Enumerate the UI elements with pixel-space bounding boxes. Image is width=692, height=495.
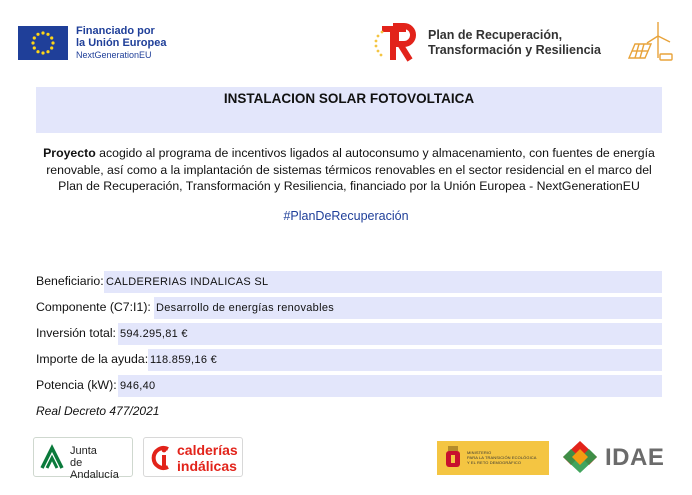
idae-text: IDAE	[605, 444, 665, 471]
eu-logo-line1: Financiado por	[76, 25, 155, 37]
junta-line1: Junta	[70, 445, 97, 457]
junta-andalucia-logo	[33, 437, 133, 481]
eu-logo-line2: la Unión Europea	[76, 37, 167, 49]
field-value: Desarrollo de energías renovables	[154, 297, 662, 319]
field-label: Importe de la ayuda:	[36, 352, 149, 366]
decree-reference: Real Decreto 477/2021	[36, 404, 160, 418]
plan-logo-line1: Plan de Recuperación,	[428, 28, 563, 42]
field-value: 118.859,16 €	[148, 349, 662, 371]
field-value: CALDERERIAS INDALICAS SL	[104, 271, 662, 293]
junta-line2: de Andalucía	[70, 457, 119, 481]
page-title: INSTALACION SOLAR FOTOVOLTAICA	[223, 91, 475, 106]
field-label: Inversión total:	[36, 326, 116, 340]
project-description	[36, 145, 662, 195]
ministry-line2: PARA LA TRANSICIÓN ECOLÓGICA	[467, 455, 537, 460]
calderias-mark-icon	[148, 443, 174, 473]
field-value: 594.295,81 €	[118, 323, 662, 345]
description-line1: acogido al programa de incentivos ligados al autoconsumo y almacenamiento, con fuentes de energía	[95, 146, 655, 160]
field-value: 946,40	[118, 375, 662, 397]
description-line3: Plan de Recuperación, Transformación y Resiliencia, financiado por la Unión Europea - NextGenerationEU	[58, 179, 640, 193]
title-banner	[36, 87, 662, 133]
eu-funding-logo	[18, 25, 166, 61]
idae-logo	[561, 437, 679, 477]
description-lead: Proyecto	[43, 146, 96, 160]
spain-coat-of-arms-icon	[443, 445, 463, 471]
calderias-line2: indálicas	[177, 458, 237, 474]
ministry-line3: Y EL RETO DEMOGRÁFICO	[467, 460, 522, 465]
description-line2: renovable, así como a la implantación de sistemas térmicos renovables en el sector residencial en el marco del	[46, 162, 652, 177]
eu-flag-icon	[18, 26, 68, 60]
field-label: Beneficiario:	[36, 274, 104, 288]
calderias-line1: calderías	[177, 442, 238, 458]
plan-recuperacion-logo	[372, 22, 601, 64]
ministerio-logo	[437, 441, 549, 475]
eu-logo-line3: NextGenerationEU	[76, 50, 152, 60]
field-label: Componente (C7:I1):	[36, 300, 151, 314]
calderias-indalicas-logo	[143, 437, 243, 477]
plan-logo-line2: Transformación y Resiliencia	[428, 43, 601, 57]
hashtag: #PlanDeRecuperación	[283, 209, 409, 223]
ministry-line1: MINISTERIO	[467, 450, 492, 455]
junta-mark-icon	[38, 444, 66, 472]
solar-wind-icon	[626, 18, 674, 64]
field-label: Potencia (kW):	[36, 378, 117, 392]
idae-mark-icon	[561, 439, 599, 475]
prtr-monogram-icon	[372, 22, 418, 64]
